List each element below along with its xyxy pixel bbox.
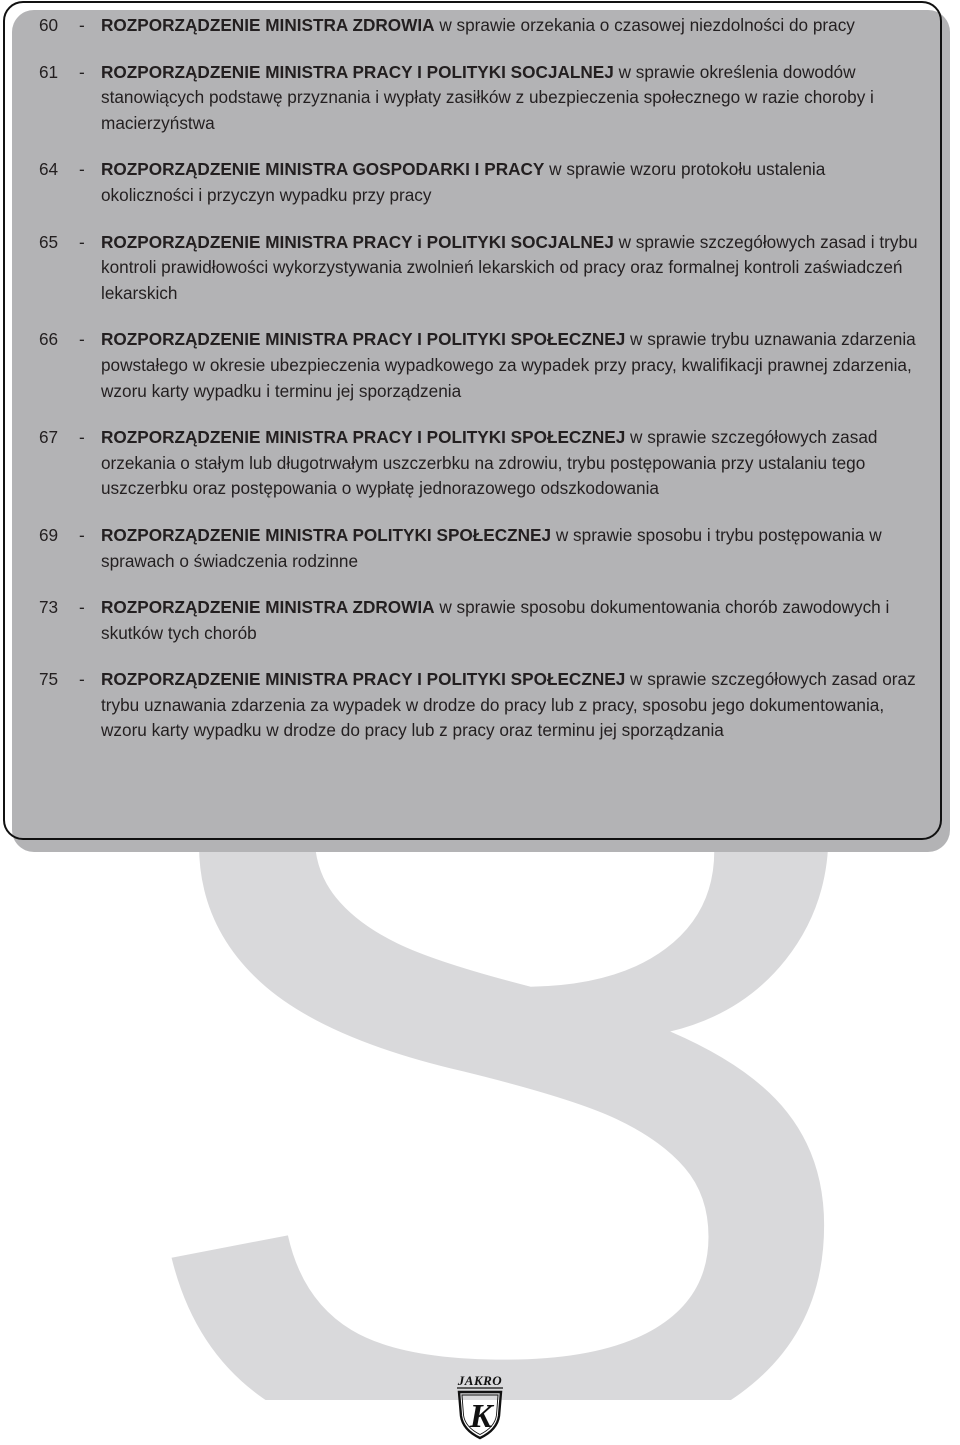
entry-body: [101, 523, 921, 574]
jakro-logo-icon: [447, 1372, 513, 1440]
regulation-list: [0, 13, 940, 765]
entry-number: 75: [39, 669, 59, 690]
svg-text:K: K: [469, 1398, 493, 1435]
entry-body: [101, 230, 921, 307]
entry-text: w sprawie szczegółowych zasad oraz trybu uznawania zdarzenia za wypadek w drodze do pracy lub z pracy, sposobu jego dokumentowania, wzoru karty wypadku w drodze do pracy lub z pracy oraz terminu jej sporządzania: [101, 669, 916, 741]
entry-number: 60: [39, 15, 59, 35]
list-item: [0, 523, 940, 574]
entry-number: 73: [39, 597, 59, 618]
entry-body: [101, 157, 921, 208]
entry-text: w sprawie wzoru protokołu ustalenia okoliczności i przyczyn wypadku przy pracy: [101, 159, 826, 205]
list-item: [0, 157, 940, 208]
list-item: [0, 60, 940, 137]
entry-title: ROZPORZĄDZENIE MINISTRA PRACY i POLITYKI SOCJALNEJ: [101, 231, 614, 252]
entry-title: ROZPORZĄDZENIE MINISTRA PRACY I POLITYKI SOCJALNEJ: [101, 61, 614, 82]
entry-number: 61: [39, 61, 59, 82]
entry-title: ROZPORZĄDZENIE MINISTRA ZDROWIA: [101, 597, 435, 618]
entry-title: ROZPORZĄDZENIE MINISTRA PRACY I POLITYKI SPOŁECZNEJ: [101, 427, 626, 448]
entry-number: 65: [39, 231, 59, 252]
entry-body: [101, 13, 921, 39]
list-item: [0, 595, 940, 646]
entry-body: [101, 667, 921, 744]
list-item: [0, 667, 940, 744]
entry-text: w sprawie szczegółowych zasad i trybu kontroli prawidłowości wykorzystywania zwolnień lekarskich od pracy oraz formalnej kontroli zaświadczeń lekarskich: [101, 231, 918, 303]
entry-text: w sprawie określenia dowodów stanowiących podstawę przyznania i wypłaty zasiłków z ubezpieczenia społecznego w razie choroby i macierzyństwa: [101, 61, 874, 133]
entry-dash: -: [79, 329, 85, 350]
list-item: [0, 13, 940, 39]
entry-title: ROZPORZĄDZENIE MINISTRA POLITYKI SPOŁECZNEJ: [101, 524, 552, 545]
entry-body: [101, 327, 921, 404]
list-item: [0, 327, 940, 404]
entry-dash: -: [79, 597, 85, 618]
entry-dash: -: [79, 61, 85, 82]
entry-text: w sprawie orzekania o czasowej niezdolności do pracy: [434, 15, 855, 35]
entry-text: w sprawie sposobu dokumentowania chorób zawodowych i skutków tych chorób: [101, 597, 890, 643]
entry-title: ROZPORZĄDZENIE MINISTRA PRACY I POLITYKI SPOŁECZNEJ: [101, 329, 626, 350]
entry-body: [101, 595, 921, 646]
entry-number: 67: [39, 427, 59, 448]
entry-title: ROZPORZĄDZENIE MINISTRA ZDROWIA: [101, 15, 435, 35]
entry-number: 64: [39, 159, 59, 180]
entry-text: w sprawie trybu uznawania zdarzenia powstałego w okresie ubezpieczenia wypadkowego za wypadek przy pracy, kwalifikacji prawnej zdarzenia, wzoru karty wypadku i terminu jej sporządzenia: [101, 329, 916, 401]
entry-body: [101, 425, 921, 502]
entry-title: ROZPORZĄDZENIE MINISTRA PRACY I POLITYKI SPOŁECZNEJ: [101, 669, 626, 690]
entry-dash: -: [79, 669, 85, 690]
entry-dash: -: [79, 427, 85, 448]
entry-dash: -: [79, 231, 85, 252]
entry-dash: -: [79, 15, 85, 35]
entry-number: 69: [39, 524, 59, 545]
entry-text: w sprawie szczegółowych zasad orzekania o stałym lub długotrwałym uszczerbku na zdrowiu, trybu postępowania przy ustalaniu tego uszczerbku oraz postępowania o wypłatę jednorazowego odszkodowania: [101, 427, 878, 499]
svg-text:JAKRO: JAKRO: [457, 1373, 503, 1388]
entry-number: 66: [39, 329, 59, 350]
entry-title: ROZPORZĄDZENIE MINISTRA GOSPODARKI I PRACY: [101, 159, 545, 180]
entry-dash: -: [79, 524, 85, 545]
entry-text: w sprawie sposobu i trybu postępowania w sprawach o świadczenia rodzinne: [101, 524, 882, 571]
list-item: [0, 230, 940, 307]
entry-dash: -: [79, 159, 85, 180]
list-item: [0, 425, 940, 502]
entry-body: [101, 60, 921, 137]
